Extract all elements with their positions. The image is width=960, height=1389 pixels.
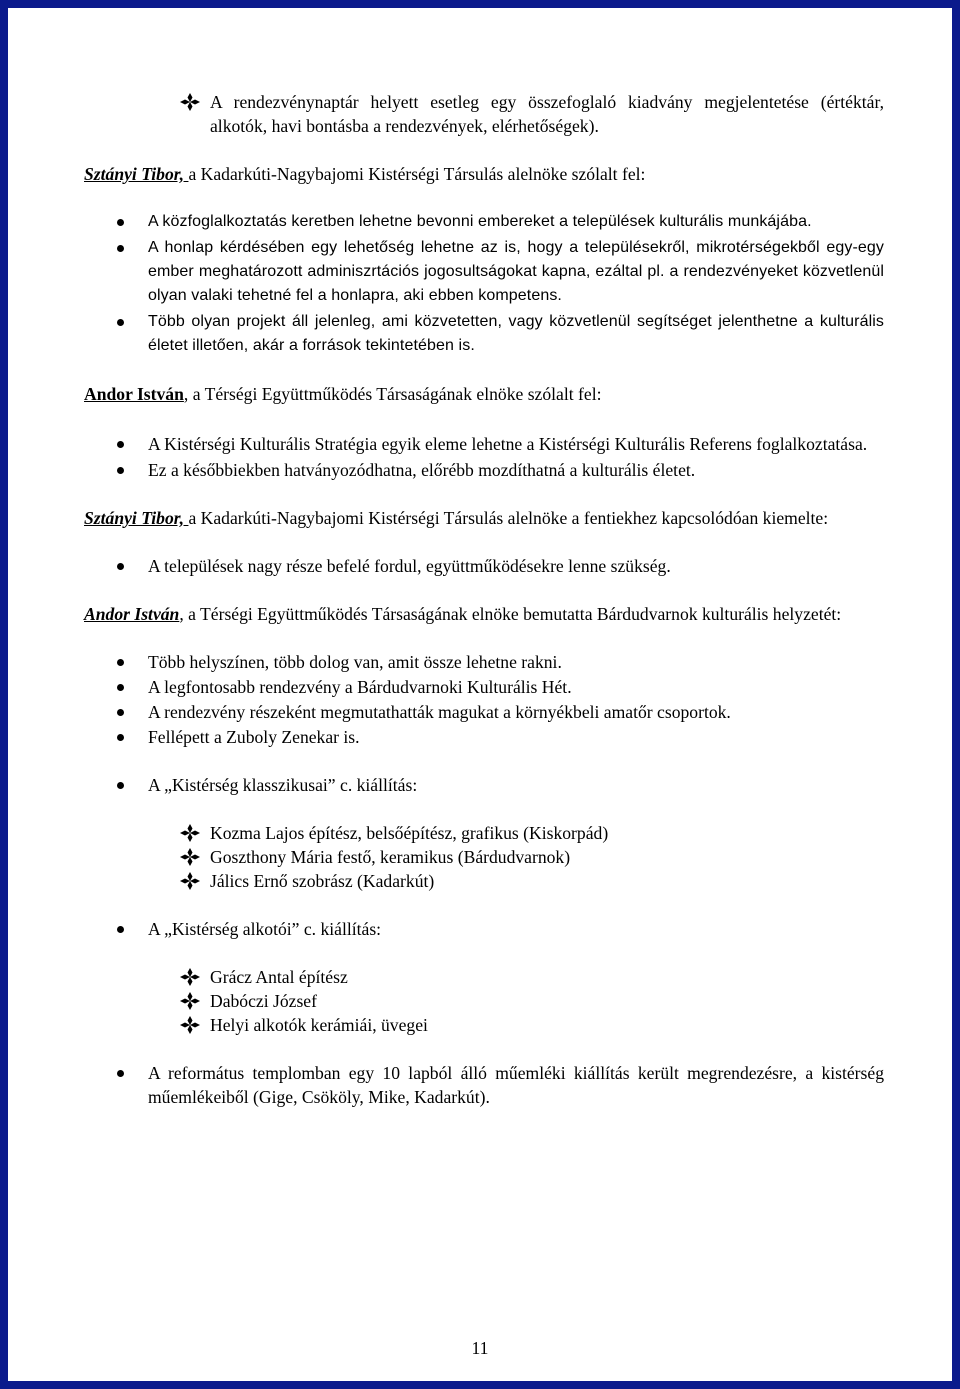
list-item (84, 236, 884, 308)
list-item (84, 773, 884, 797)
bullet-icon (117, 782, 124, 789)
speaker-name: Andor István (84, 604, 180, 624)
diamond-bullet-icon (180, 992, 200, 1010)
exhibition-label: A „Kistérség klasszikusai” c. kiállítás: (148, 775, 418, 795)
bullet-icon (117, 684, 124, 691)
speaker-paragraph (84, 162, 884, 186)
bullet-list (84, 554, 884, 578)
bullet-list (84, 432, 884, 482)
list-item (84, 821, 884, 845)
bullet-list (84, 210, 884, 358)
diamond-bullet-icon (180, 824, 200, 842)
diamond-bullet-icon (180, 848, 200, 866)
bullet-icon (117, 245, 124, 252)
bullet-text: A legfontosabb rendezvény a Bárdudvarnoki Kulturális Hét. (148, 677, 572, 697)
diamond-bullet-icon (180, 968, 200, 986)
list-item (84, 965, 884, 989)
page-number: 11 (471, 1338, 489, 1358)
speaker-name: Sztányi Tibor, (84, 164, 189, 184)
list-item (84, 458, 884, 482)
speaker-name: Andor István (84, 384, 184, 404)
list-item (84, 310, 884, 358)
list-item (84, 917, 884, 941)
speaker-paragraph (84, 506, 884, 530)
bullet-text: Kozma Lajos építész, belsőépítész, grafikus (Kiskorpád) (210, 823, 609, 843)
bullet-list (84, 650, 884, 749)
document-body (84, 90, 884, 1109)
speaker-name: Sztányi Tibor, (84, 508, 189, 528)
bullet-text: A Kistérségi Kulturális Stratégia egyik eleme lehetne a Kistérségi Kulturális Referens foglalkoztatása. (148, 434, 868, 454)
list-item (84, 700, 884, 724)
bullet-text: Helyi alkotók kerámiái, üvegei (210, 1015, 428, 1035)
list-item (84, 869, 884, 893)
bullet-icon (117, 734, 124, 741)
speaker-role: , a Térségi Együttműködés Társaságának elnöke szólalt fel: (183, 384, 602, 404)
list-item (84, 90, 884, 138)
bullet-list (84, 1061, 884, 1109)
bullet-text: Ez a későbbiekben hatványozódhatna, előrébb mozdíthatná a kulturális életet. (148, 460, 696, 480)
speaker-paragraph (84, 382, 884, 406)
diamond-bullet-icon (180, 93, 200, 111)
list-item (84, 845, 884, 869)
bullet-text: Több helyszínen, több dolog van, amit össze lehetne rakni. (148, 652, 562, 672)
bullet-text: Grácz Antal építész (210, 967, 348, 987)
bullet-icon (117, 319, 124, 326)
bullet-text: Több olyan projekt áll jelenleg, ami közvetetten, vagy közvetlenül segítséget jelenthetne a kulturális életet illetően, akár a források tekintetében is. (148, 313, 884, 354)
bullet-icon (117, 659, 124, 666)
speaker-paragraph (84, 602, 884, 626)
bullet-text: A rendezvénynaptár helyett esetleg egy összefoglaló kiadvány megjelentetése (értéktár, alkotók, havi bontásba a rendezvények, elérhetőségek). (210, 92, 884, 136)
bullet-icon (117, 709, 124, 716)
bullet-text: A rendezvény részeként megmutathatták magukat a környékbeli amatőr csoportok. (148, 702, 731, 722)
bullet-icon (117, 926, 124, 933)
bullet-icon (117, 467, 124, 474)
list-item (84, 989, 884, 1013)
list-item (84, 432, 884, 456)
bullet-text: A települések nagy része befelé fordul, együttműködésekre lenne szükség. (148, 556, 671, 576)
bullet-text: Goszthony Mária festő, keramikus (Bárdudvarnok) (210, 847, 571, 867)
bullet-text: A közfoglalkoztatás keretben lehetne bevonni embereket a települések kulturális munkájába. (148, 213, 812, 230)
bullet-list (84, 917, 884, 941)
bullet-text: A honlap kérdésében egy lehetőség lehetne az is, hogy a településekről, mikrotérségekből egy-egy ember meghatározott adminiszrtációs jogosultságokat kapna, ezáltal pl. a rendezvényeket közvetlenül olyan valaki tehetné fel a honlapra, aki ebben kompetens. (148, 239, 884, 304)
diamond-bullet-icon (180, 1016, 200, 1034)
bullet-text: A református templomban egy 10 lapból álló műemléki kiállítás került megrendezésre, a kistérség műemlékeiből (Gige, Csököly, Mike, Kadarkút). (148, 1063, 884, 1107)
exhibition-label: A „Kistérség alkotói” c. kiállítás: (148, 919, 382, 939)
list-item (84, 650, 884, 674)
diamond-bullet-icon (180, 872, 200, 890)
bullet-icon (117, 563, 124, 570)
diamond-list (84, 965, 884, 1037)
diamond-list (84, 821, 884, 893)
bullet-icon (117, 1070, 124, 1077)
bullet-text: Dabóczi József (210, 991, 317, 1011)
speaker-role: a Kadarkúti-Nagybajomi Kistérségi Társulás alelnöke szólalt fel: (188, 164, 646, 184)
speaker-role: , a Térségi Együttműködés Társaságának elnöke bemutatta Bárdudvarnok kulturális helyzetét: (179, 604, 842, 624)
list-item (84, 554, 884, 578)
bullet-text: Fellépett a Zuboly Zenekar is. (148, 727, 360, 747)
list-item (84, 210, 884, 234)
speaker-role: a Kadarkúti-Nagybajomi Kistérségi Társulás alelnöke a fentiekhez kapcsolódóan kiemelte: (188, 508, 829, 528)
list-item (84, 1013, 884, 1037)
bullet-icon (117, 441, 124, 448)
list-item (84, 725, 884, 749)
list-item (84, 1061, 884, 1109)
bullet-icon (117, 219, 124, 226)
bullet-list (84, 773, 884, 797)
bullet-text: Jálics Ernő szobrász (Kadarkút) (210, 871, 435, 891)
list-item (84, 675, 884, 699)
